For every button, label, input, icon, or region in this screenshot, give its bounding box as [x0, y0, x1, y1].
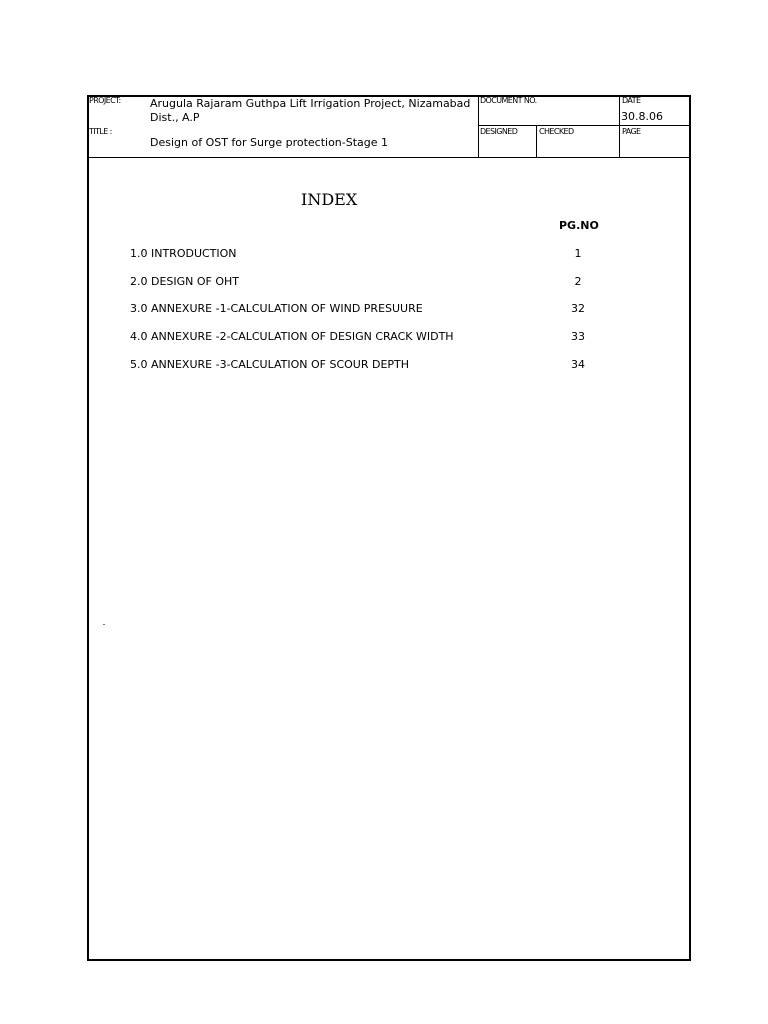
index-entry-label: 4.0 ANNEXURE -2-CALCULATION OF DESIGN CRACK WIDTH: [130, 330, 454, 343]
index-entry-page: 1: [574, 247, 582, 260]
index-entry-label: 2.0 DESIGN OF OHT: [130, 275, 240, 288]
designed-label: DESIGNED: [480, 127, 518, 136]
index-title: INDEX: [301, 190, 358, 209]
document-no-label: DOCUMENT NO.: [480, 96, 537, 105]
title-block-divider-main: [478, 95, 479, 158]
project-name-line1: Arugula Rajaram Guthpa Lift Irrigation Project, Nizamabad: [150, 97, 471, 110]
page-column-label: PG.NO: [559, 219, 599, 232]
title-block-divider-date: [619, 95, 620, 158]
index-entry-label: 1.0 INTRODUCTION: [130, 247, 237, 260]
project-label: PROJECT:: [89, 96, 121, 105]
page-label: PAGE: [622, 127, 641, 136]
date-label: DATE: [622, 96, 641, 105]
title-label: TITLE :: [89, 127, 112, 136]
index-entry-page: 34: [571, 358, 585, 371]
project-name-line2: Dist., A.P: [150, 111, 200, 124]
title-value: Design of OST for Surge protection-Stage 1: [150, 136, 389, 149]
index-entry-label: 3.0 ANNEXURE -1-CALCULATION OF WIND PRESUURE: [130, 302, 423, 315]
date-value: 30.8.06: [621, 110, 663, 123]
title-block-divider-checked: [536, 125, 537, 158]
stray-mark: [103, 624, 105, 625]
index-entry-label: 5.0 ANNEXURE -3-CALCULATION OF SCOUR DEPTH: [130, 358, 410, 371]
title-block-bottom-rule: [87, 157, 689, 158]
index-entry-page: 33: [571, 330, 585, 343]
index-entry-page: 32: [571, 302, 585, 315]
checked-label: CHECKED: [539, 127, 574, 136]
index-entry-page: 2: [574, 275, 582, 288]
page-frame: [87, 95, 691, 961]
title-block-mid-rule: [478, 125, 689, 126]
